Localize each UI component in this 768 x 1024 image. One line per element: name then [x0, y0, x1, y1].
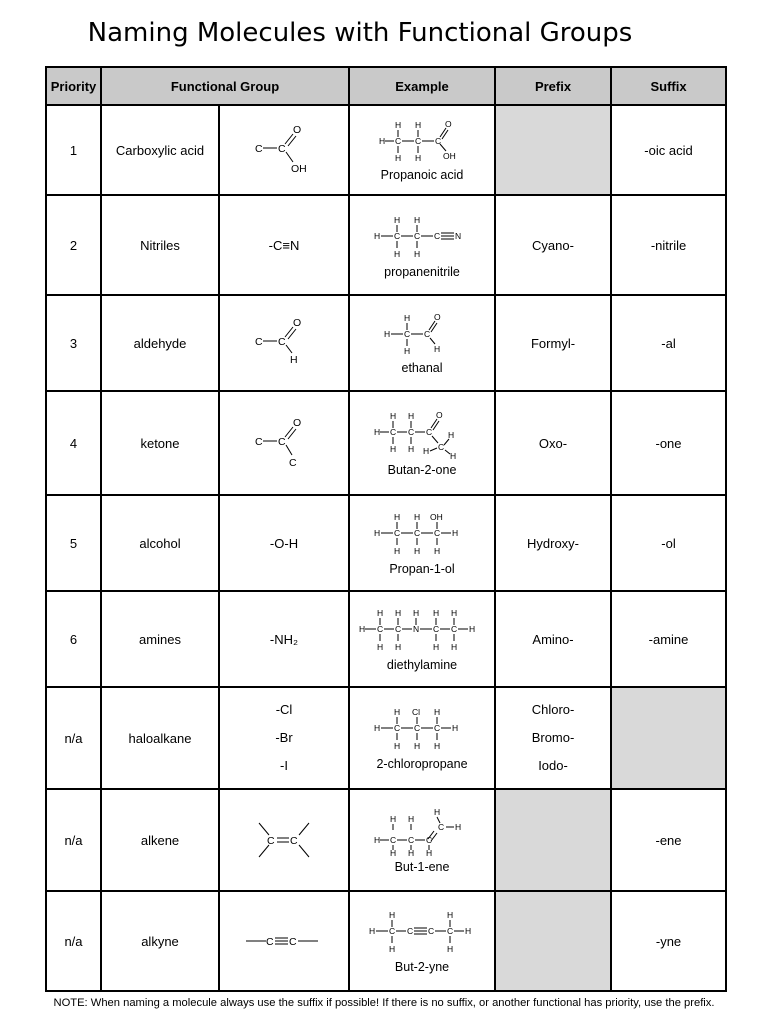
prefix-iodo: Iodo-: [538, 758, 568, 773]
svg-text:H: H: [450, 451, 457, 459]
svg-text:H: H: [390, 411, 397, 421]
example-name: diethylamine: [386, 658, 458, 672]
svg-text:H: H: [394, 215, 401, 225]
svg-text:H: H: [452, 723, 459, 733]
suffix-cell: -oic acid: [611, 105, 726, 195]
svg-text:C: C: [266, 936, 274, 948]
priority-cell: 5: [46, 495, 101, 591]
example-name: But-2-yne: [394, 960, 450, 974]
svg-text:H: H: [452, 528, 459, 538]
svg-text:H: H: [465, 926, 472, 936]
svg-text:H: H: [377, 608, 384, 618]
example-cell: [349, 591, 495, 687]
group-name-cell: alkyne: [101, 891, 219, 991]
header-functional-group: Functional Group: [101, 67, 349, 105]
prefix-bromo: Bromo-: [531, 730, 575, 745]
svg-text:H: H: [389, 944, 396, 954]
svg-text:H: H: [374, 723, 381, 733]
priority-cell: n/a: [46, 687, 101, 789]
svg-text:H: H: [404, 313, 411, 323]
diethylamine-structure: [357, 606, 487, 654]
svg-text:H: H: [448, 430, 455, 440]
suffix-cell: -amine: [611, 591, 726, 687]
svg-text:H: H: [374, 231, 381, 241]
ethanal-structure: [382, 311, 462, 357]
svg-text:C: C: [255, 436, 263, 448]
svg-text:H: H: [414, 546, 421, 556]
suffix-cell: -ene: [611, 789, 726, 891]
svg-text:C: C: [394, 723, 401, 733]
svg-text:H: H: [423, 446, 430, 456]
group-name-cell: amines: [101, 591, 219, 687]
svg-text:H: H: [447, 944, 454, 954]
alkene-structure: [249, 815, 319, 865]
svg-text:C: C: [404, 329, 411, 339]
svg-text:C: C: [438, 822, 445, 832]
svg-text:C: C: [414, 231, 421, 241]
suffix-cell: -yne: [611, 891, 726, 991]
svg-text:C: C: [434, 528, 441, 538]
header-prefix: Prefix: [495, 67, 611, 105]
ketone-structure: [249, 415, 319, 471]
svg-text:H: H: [433, 608, 440, 618]
group-name-cell: aldehyde: [101, 295, 219, 391]
group-structure-cell: [219, 105, 349, 195]
svg-text:C: C: [395, 624, 402, 634]
svg-text:H: H: [414, 741, 421, 751]
svg-text:C: C: [290, 835, 298, 847]
svg-text:H: H: [408, 411, 415, 421]
svg-text:H: H: [433, 642, 440, 652]
svg-text:C: C: [394, 231, 401, 241]
svg-text:O: O: [293, 417, 302, 429]
svg-text:O: O: [293, 124, 302, 136]
example-name: propanenitrile: [384, 265, 460, 279]
svg-text:O: O: [445, 119, 452, 129]
prefix-cell: Cyano-: [495, 195, 611, 295]
prefix-cell: Formyl-: [495, 295, 611, 391]
svg-text:C: C: [424, 329, 431, 339]
example-name: ethanal: [401, 361, 443, 375]
svg-text:H: H: [408, 444, 415, 454]
svg-text:H: H: [434, 707, 441, 717]
svg-text:OH: OH: [430, 512, 443, 522]
example-name: Butan-2-one: [387, 463, 457, 477]
svg-text:H: H: [390, 814, 397, 824]
group-formula-cell: [219, 687, 349, 789]
page-title: Naming Molecules with Functional Groups: [87, 18, 633, 48]
svg-text:H: H: [434, 546, 441, 556]
svg-text:H: H: [395, 642, 402, 652]
svg-text:H: H: [408, 814, 415, 824]
propanoic-acid-structure: [377, 118, 467, 164]
example-cell: [349, 495, 495, 591]
svg-text:H: H: [390, 444, 397, 454]
table-row: [46, 495, 726, 591]
priority-cell: 2: [46, 195, 101, 295]
example-name: Propan-1-ol: [389, 562, 455, 576]
svg-text:H: H: [394, 741, 401, 751]
svg-text:C: C: [426, 427, 433, 437]
svg-text:H: H: [469, 624, 476, 634]
svg-text:H: H: [290, 354, 298, 366]
svg-text:C: C: [438, 442, 445, 452]
svg-text:H: H: [414, 215, 421, 225]
but-2-yne-structure: [367, 908, 477, 956]
svg-text:C: C: [278, 143, 286, 155]
svg-text:C: C: [408, 835, 415, 845]
svg-text:H: H: [434, 741, 441, 751]
svg-text:N: N: [413, 624, 420, 634]
svg-text:H: H: [395, 153, 402, 163]
table-row: [46, 105, 726, 195]
suffix-cell: -al: [611, 295, 726, 391]
svg-text:H: H: [404, 346, 411, 356]
svg-text:H: H: [451, 608, 458, 618]
example-name: But-1-ene: [394, 860, 450, 874]
svg-text:C: C: [407, 926, 414, 936]
svg-text:C: C: [435, 136, 442, 146]
example-cell: [349, 391, 495, 495]
group-name-cell: haloalkane: [101, 687, 219, 789]
svg-text:C: C: [394, 528, 401, 538]
formula-bromo: -Br: [275, 730, 293, 745]
table-row: [46, 391, 726, 495]
svg-text:O: O: [293, 317, 302, 329]
svg-text:C: C: [390, 427, 397, 437]
prefix-cell: Amino-: [495, 591, 611, 687]
svg-text:C: C: [267, 835, 275, 847]
svg-text:H: H: [434, 807, 441, 817]
formula-chloro: -Cl: [275, 702, 293, 717]
svg-text:H: H: [384, 329, 391, 339]
prefix-chloro: Chloro-: [531, 702, 575, 717]
svg-text:H: H: [455, 822, 462, 832]
table-row: [46, 295, 726, 391]
svg-text:C: C: [447, 926, 454, 936]
group-structure-cell: [219, 789, 349, 891]
table-row: [46, 195, 726, 295]
svg-text:C: C: [428, 926, 435, 936]
svg-text:H: H: [359, 624, 366, 634]
svg-text:H: H: [377, 642, 384, 652]
svg-text:C: C: [414, 528, 421, 538]
svg-text:H: H: [415, 153, 422, 163]
propan-1-ol-structure: [372, 510, 472, 558]
svg-text:H: H: [426, 848, 433, 856]
group-name-cell: Carboxylic acid: [101, 105, 219, 195]
svg-text:H: H: [395, 120, 402, 130]
svg-text:H: H: [414, 249, 421, 259]
svg-text:C: C: [451, 624, 458, 634]
svg-text:C: C: [390, 835, 397, 845]
svg-text:C: C: [395, 136, 402, 146]
group-name-cell: alcohol: [101, 495, 219, 591]
suffix-cell: -ol: [611, 495, 726, 591]
svg-text:OH: OH: [443, 151, 456, 161]
example-cell: [349, 687, 495, 789]
prefix-cell: Oxo-: [495, 391, 611, 495]
propanenitrile-structure: [372, 211, 472, 261]
prefix-cell: [495, 687, 611, 789]
table-row: [46, 591, 726, 687]
group-name-cell: ketone: [101, 391, 219, 495]
priority-cell: 4: [46, 391, 101, 495]
svg-text:H: H: [389, 910, 396, 920]
group-formula-cell: -O-H: [219, 495, 349, 591]
svg-text:H: H: [394, 707, 401, 717]
svg-text:O: O: [434, 312, 441, 322]
svg-text:H: H: [374, 427, 381, 437]
priority-cell: n/a: [46, 891, 101, 991]
svg-text:C: C: [289, 457, 297, 469]
svg-text:C: C: [415, 136, 422, 146]
svg-text:H: H: [395, 608, 402, 618]
svg-text:H: H: [447, 910, 454, 920]
group-formula-cell: -C≡N: [219, 195, 349, 295]
svg-text:H: H: [415, 120, 422, 130]
svg-text:C: C: [434, 231, 441, 241]
svg-text:H: H: [414, 512, 421, 522]
butan-2-one-structure: [372, 409, 472, 459]
suffix-cell: [611, 687, 726, 789]
svg-text:C: C: [278, 336, 286, 348]
svg-text:H: H: [369, 926, 376, 936]
group-structure-cell: [219, 891, 349, 991]
svg-text:H: H: [434, 344, 441, 354]
footnote: NOTE: When naming a molecule always use the suffix if possible! If there is no suffix, or another functional has priority, use the prefix.: [53, 997, 715, 1009]
suffix-cell: -nitrile: [611, 195, 726, 295]
alkyne-structure: [244, 929, 324, 953]
svg-text:H: H: [379, 136, 386, 146]
svg-text:C: C: [414, 723, 421, 733]
example-cell: [349, 789, 495, 891]
priority-cell: n/a: [46, 789, 101, 891]
svg-text:C: C: [426, 835, 433, 845]
priority-cell: 1: [46, 105, 101, 195]
table-row: [46, 687, 726, 789]
example-cell: [349, 195, 495, 295]
svg-text:O: O: [436, 410, 443, 420]
svg-text:H: H: [413, 608, 420, 618]
svg-text:Cl: Cl: [412, 707, 421, 717]
prefix-cell: Hydroxy-: [495, 495, 611, 591]
carboxylic-acid-structure: [249, 122, 319, 178]
priority-cell: 3: [46, 295, 101, 391]
group-name-cell: Nitriles: [101, 195, 219, 295]
group-structure-cell: [219, 391, 349, 495]
svg-text:C: C: [278, 436, 286, 448]
functional-groups-table: [45, 66, 727, 992]
example-cell: [349, 891, 495, 991]
svg-text:H: H: [394, 249, 401, 259]
formula-iodo: -I: [280, 758, 288, 773]
svg-text:OH: OH: [291, 163, 307, 175]
2-chloropropane-structure: [372, 705, 472, 753]
example-cell: [349, 105, 495, 195]
table-row: [46, 789, 726, 891]
svg-text:H: H: [374, 835, 381, 845]
svg-text:H: H: [390, 848, 397, 856]
suffix-cell: -one: [611, 391, 726, 495]
svg-text:C: C: [434, 723, 441, 733]
svg-text:C: C: [377, 624, 384, 634]
svg-text:C: C: [389, 926, 396, 936]
prefix-cell: [495, 105, 611, 195]
but-1-ene-structure: [372, 806, 472, 856]
prefix-cell: [495, 891, 611, 991]
group-name-cell: alkene: [101, 789, 219, 891]
svg-text:H: H: [394, 546, 401, 556]
prefix-cell: [495, 789, 611, 891]
svg-text:C: C: [433, 624, 440, 634]
svg-text:C: C: [255, 143, 263, 155]
header-example: Example: [349, 67, 495, 105]
group-structure-cell: [219, 295, 349, 391]
example-name: Propanoic acid: [380, 168, 464, 182]
priority-cell: 6: [46, 591, 101, 687]
svg-text:C: C: [255, 336, 263, 348]
example-name: 2-chloropropane: [376, 757, 468, 771]
svg-text:H: H: [408, 848, 415, 856]
svg-text:H: H: [394, 512, 401, 522]
svg-text:N: N: [455, 231, 462, 241]
example-cell: [349, 295, 495, 391]
header-suffix: Suffix: [611, 67, 726, 105]
header-row: [46, 67, 726, 105]
table-row: [46, 891, 726, 991]
svg-text:C: C: [408, 427, 415, 437]
group-formula-cell: -NH₂: [219, 591, 349, 687]
svg-text:H: H: [451, 642, 458, 652]
header-priority: Priority: [46, 67, 101, 105]
svg-text:H: H: [374, 528, 381, 538]
aldehyde-structure: [249, 315, 319, 371]
svg-text:C: C: [289, 936, 297, 948]
